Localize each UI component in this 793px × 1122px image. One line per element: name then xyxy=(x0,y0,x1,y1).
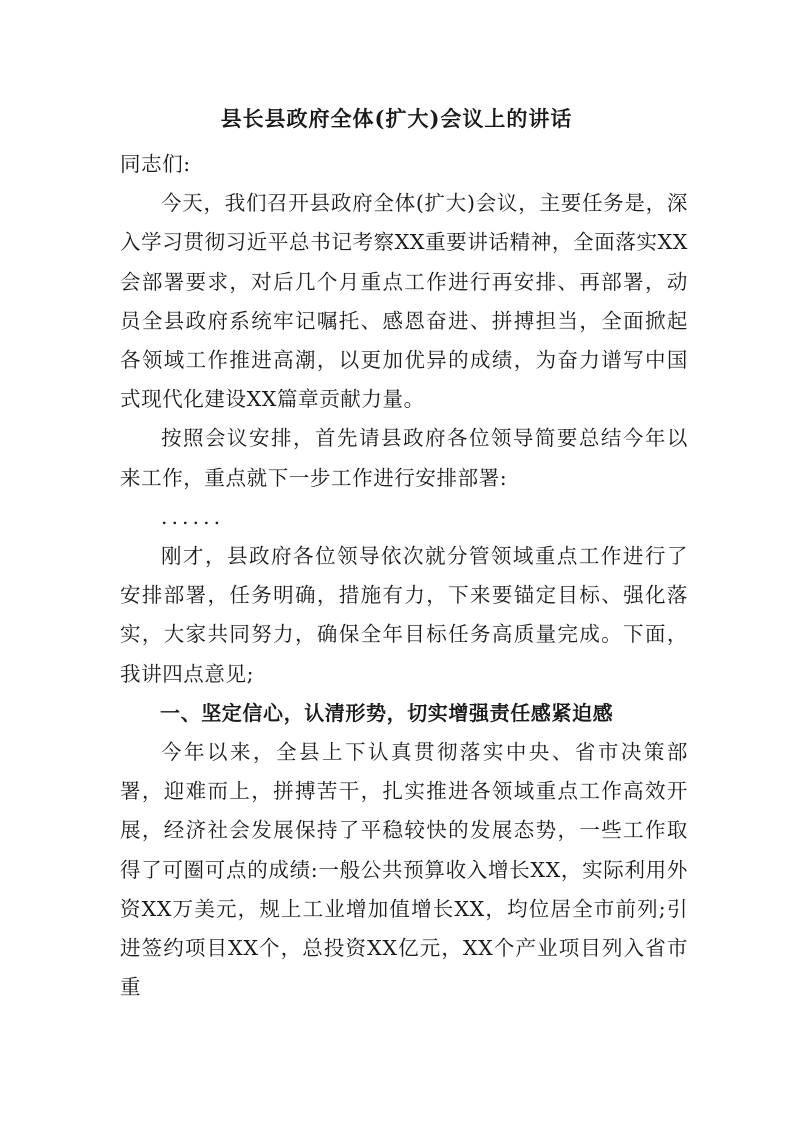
document-title: 县长县政府全体(扩大)会议上的讲话 xyxy=(220,106,573,131)
ellipsis-line: ...... xyxy=(161,504,225,529)
paragraph-opening: 今天，我们召开县政府全体(扩大)会议，主要任务是，深入学习贯彻习近平总书记考察XX重要讲话精神，全面落实XX会部署要求，对后几个月重点工作进行再安排、再部署，动员全县政府系统牢记嘱托、感恩奋进、拼搏担当，全面掀起各领域工作推进高潮，以更加优异的成绩，为奋力谱写中国式现代化建设XX篇章贡献力量。 xyxy=(120,191,688,412)
paragraph-achievements: 今年以来，全县上下认真贯彻落实中央、省市决策部署，迎难而上，拼搏苦干，扎实推进各领域重点工作高效开展，经济社会发展保持了平稳较快的发展态势，一些工作取得了可圈可点的成绩:一般公共预算收入增长XX，实际利用外资XX万美元，规上工业增加值增长XX，均位居全市前列;引进签约项目XX个，总投资XX亿元，XX个产业项目列入省市重 xyxy=(120,740,688,1000)
paragraph-arrangement: 按照会议安排，首先请县政府各位领导简要总结今年以来工作，重点就下一步工作进行安排部署: xyxy=(120,426,688,490)
paragraph-transition: 刚才，县政府各位领导依次就分管领域重点工作进行了安排部署，任务明确，措施有力，下来要锚定目标、强化落实，大家共同努力，确保全年目标任务高质量完成。下面，我讲四点意见; xyxy=(120,544,688,686)
salutation: 同志们: xyxy=(120,152,191,176)
document-body xyxy=(120,145,688,1007)
section-heading-1: 一、坚定信心，认清形势，切实增强责任感紧迫感 xyxy=(160,700,614,725)
